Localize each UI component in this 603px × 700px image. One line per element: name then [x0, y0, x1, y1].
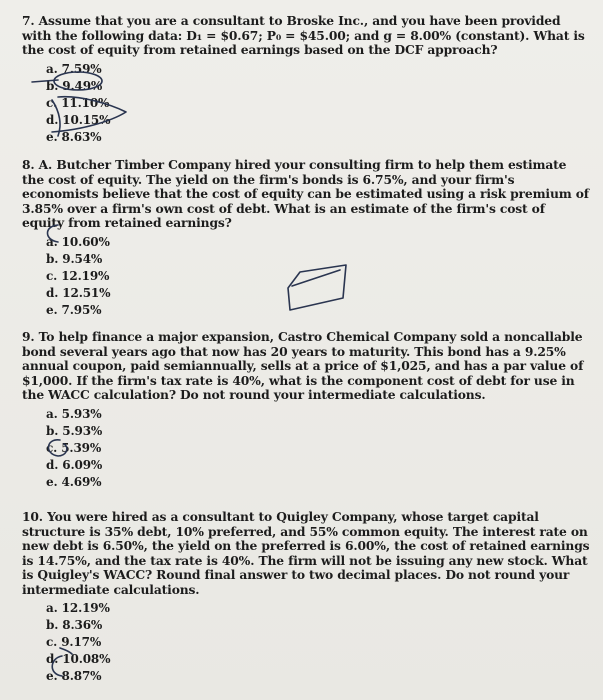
- answer-options: [22, 234, 590, 319]
- answer-options: [22, 406, 590, 491]
- question-stem: 7. Assume that you are a consultant to Broske Inc., and you have been provided with the following data: D₁ = $0.67; P₀ = $45.00; and g = 8.00% (constant). What is the cost of equity from retained earnings based on the DCF approach?: [22, 13, 585, 57]
- option-c: c. 11.10%: [46, 95, 110, 110]
- option-c: c. 12.19%: [46, 268, 110, 283]
- option-e: e. 8.63%: [46, 129, 102, 144]
- question-stem: 8. A. Butcher Timber Company hired your consulting firm to help them estimate the cost of equity. The yield on the firm's bonds is 6.75%, and your firm's economists believe that the cost of equity can be estimated using a risk premium of 3.85% over a firm's own cost of debt. What is an estimate of the firm's cost of equity from retained earnings?: [22, 157, 589, 230]
- option-d: d. 10.15%: [46, 112, 111, 127]
- option-d: d. 12.51%: [46, 285, 111, 300]
- option-a: a. 7.59%: [46, 61, 102, 76]
- question-stem: 10. You were hired as a consultant to Quigley Company, whose target capital structure is 35% debt, 10% preferred, and 55% common equity. The interest rate on new debt is 6.50%, the yield on the preferred is 6.00%, the cost of retained earnings is 14.75%, and the tax rate is 40%. The firm will not be issuing any new stock. What is Quigley's WACC? Round final answer to two decimal places. Do not round your intermediate calculations.: [22, 509, 590, 597]
- answer-options: [22, 61, 590, 146]
- question-10: [22, 510, 590, 685]
- question-stem: 9. To help finance a major expansion, Castro Chemical Company sold a noncallable bond several years ago that now has 20 years to maturity. This bond has a 9.25% annual coupon, paid semiannually, sells at a price of $1,025, and has a par value of $1,000. If the firm's tax rate is 40%, what is the component cost of debt for use in the WACC calculation? Do not round your intermediate calculations.: [22, 329, 584, 402]
- option-a: a. 10.60%: [46, 234, 110, 249]
- option-d: d. 10.08%: [46, 652, 111, 666]
- option-e: e. 4.69%: [46, 474, 102, 489]
- answer-options: [22, 600, 590, 685]
- question-9: [22, 330, 590, 491]
- option-c: c. 5.39%: [46, 440, 102, 455]
- option-c: c. 9.17%: [46, 635, 102, 649]
- option-a: a. 5.93%: [46, 406, 102, 421]
- option-e: e. 8.87%: [46, 669, 102, 683]
- option-e: e. 7.95%: [46, 302, 102, 317]
- option-d: d. 6.09%: [46, 457, 103, 472]
- question-8: [22, 158, 590, 319]
- option-a: a. 12.19%: [46, 601, 110, 615]
- option-b: b. 5.93%: [46, 423, 103, 438]
- option-b: b. 9.49%: [46, 78, 103, 93]
- option-b: b. 9.54%: [46, 251, 103, 266]
- option-b: b. 8.36%: [46, 618, 103, 632]
- question-7: [22, 14, 590, 146]
